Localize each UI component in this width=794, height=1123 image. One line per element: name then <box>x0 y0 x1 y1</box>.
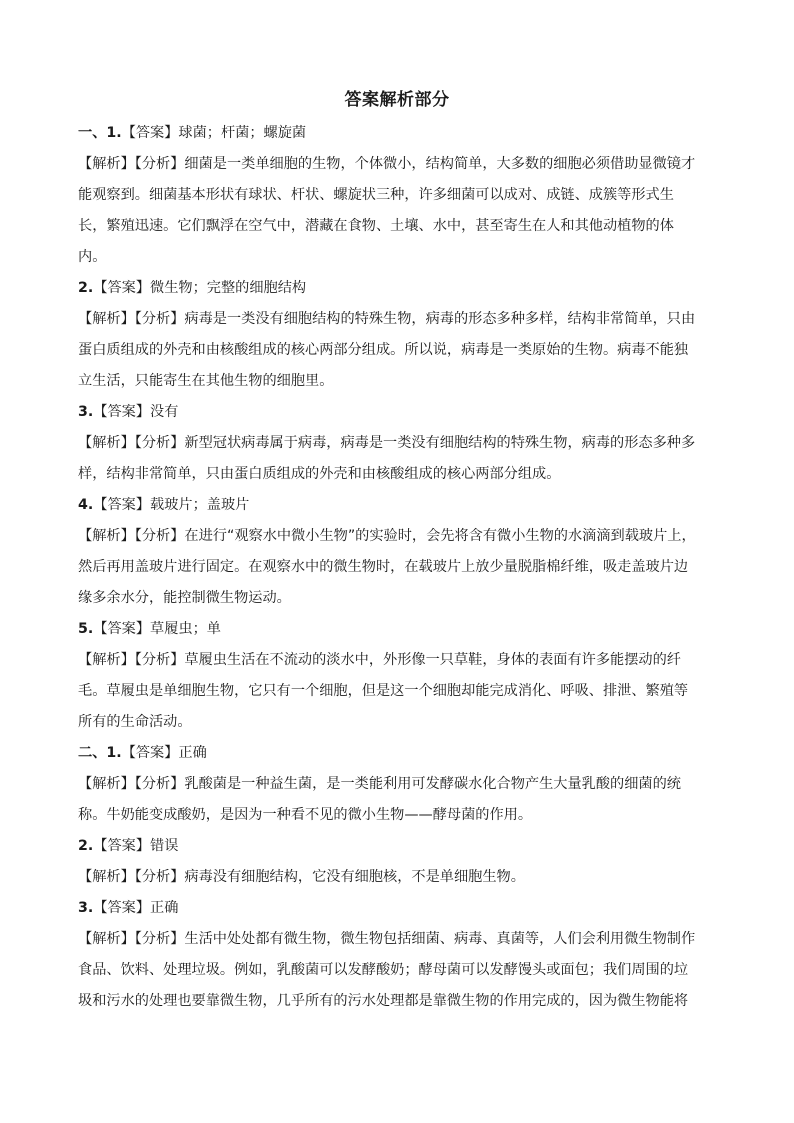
item-number: 2. <box>78 280 94 296</box>
item-number: 4. <box>78 497 94 513</box>
analysis-line <box>78 335 726 366</box>
answer-tag: 【答案】 <box>121 745 179 761</box>
analysis-text: 毛。草履虫是单细胞生物，它只有一个细胞，但是这一个细胞却能完成消化、呼吸、排泄、繁殖等 <box>78 683 689 699</box>
item-number: 一、1. <box>78 125 122 141</box>
analysis-line <box>78 428 726 459</box>
analysis-line <box>78 707 726 738</box>
answer-tag: 【答案】 <box>93 280 151 296</box>
analysis-text: 病毒没有细胞结构，它没有细胞核，不是单细胞生物。 <box>184 869 525 885</box>
analysis-line <box>78 676 726 707</box>
analysis-tag: 【解析】【分析】 <box>78 931 185 947</box>
analysis-text: 样，结构非常简单，只由蛋白质组成的外壳和由核酸组成的核心两部分组成。 <box>78 466 561 482</box>
analysis-tag: 【解析】【分析】 <box>78 311 185 327</box>
item-number: 3. <box>78 900 94 916</box>
analysis-line <box>78 366 726 397</box>
analysis-text: 乳酸菌是一种益生菌，是一类能利用可发酵碳水化合物产生大量乳酸的细菌的统 <box>184 776 681 792</box>
analysis-line <box>78 211 726 242</box>
answer-line <box>78 490 726 521</box>
analysis-text: 缘多余水分，能控制微生物运动。 <box>78 590 291 606</box>
analysis-text: 所有的生命活动。 <box>78 714 192 730</box>
answer-tag: 【答案】 <box>93 838 151 854</box>
item-number: 2. <box>78 838 94 854</box>
answer-tag: 【答案】 <box>93 404 151 420</box>
answer-text: 没有 <box>150 404 179 420</box>
item-number: 5. <box>78 621 94 637</box>
item-number: 3. <box>78 404 94 420</box>
answer-tag: 【答案】 <box>93 900 151 916</box>
analysis-line <box>78 552 726 583</box>
page-title: 答案解析部分 <box>344 90 450 110</box>
analysis-line <box>78 800 726 831</box>
item-number: 二、1. <box>78 745 122 761</box>
analysis-line <box>78 924 726 955</box>
analysis-tag: 【解析】【分析】 <box>78 776 185 792</box>
answer-line <box>78 118 726 149</box>
analysis-line <box>78 862 726 893</box>
answer-line <box>78 893 726 924</box>
analysis-text: 内。 <box>78 249 107 265</box>
answer-text: 错误 <box>150 838 179 854</box>
analysis-line <box>78 149 726 180</box>
analysis-text: 蛋白质组成的外壳和由核酸组成的核心两部分组成。所以说，病毒是一类原始的生物。病毒不能独 <box>78 342 689 358</box>
analysis-text: 长，繁殖迅速。它们飘浮在空气中，潜藏在食物、土壤、水中，甚至寄生在人和其他动植物的体 <box>78 218 674 234</box>
answer-tag: 【答案】 <box>93 621 151 637</box>
analysis-tag: 【解析】【分析】 <box>78 156 185 172</box>
answer-item <box>78 614 726 738</box>
answer-line <box>78 397 726 428</box>
analysis-line <box>78 583 726 614</box>
analysis-text: 食品、饮料、处理垃圾。例如，乳酸菌可以发酵酸奶；酵母菌可以发酵馒头或面包；我们周围的垃 <box>78 962 689 978</box>
answer-item <box>78 490 726 614</box>
answer-line <box>78 614 726 645</box>
answer-text: 球菌；杆菌；螺旋菌 <box>178 125 307 141</box>
analysis-text: 细菌是一类单细胞的生物，个体微小，结构简单，大多数的细胞必须借助显微镜才 <box>184 156 696 172</box>
analysis-text: 立生活，只能寄生在其他生物的细胞里。 <box>78 373 334 389</box>
answer-text: 载玻片；盖玻片 <box>150 497 250 513</box>
answer-content <box>78 118 726 1017</box>
analysis-tag: 【解析】【分析】 <box>78 528 185 544</box>
analysis-line <box>78 769 726 800</box>
analysis-text: 病毒是一类没有细胞结构的特殊生物，病毒的形态多种多样，结构非常简单，只由 <box>184 311 696 327</box>
analysis-line <box>78 459 726 490</box>
answer-item <box>78 273 726 397</box>
answer-text: 微生物；完整的细胞结构 <box>150 280 307 296</box>
analysis-text: 在进行“观察水中微小生物”的实验时，会先将含有微小生物的水滴滴到载玻片上， <box>184 528 696 544</box>
answer-item <box>78 397 726 490</box>
analysis-line <box>78 180 726 211</box>
analysis-tag: 【解析】【分析】 <box>78 869 185 885</box>
answer-item <box>78 893 726 1017</box>
analysis-text: 能观察到。细菌基本形状有球状、杆状、螺旋状三种，许多细菌可以成对、成链、成簇等形式生 <box>78 187 674 203</box>
analysis-line <box>78 304 726 335</box>
analysis-text: 新型冠状病毒属于病毒，病毒是一类没有细胞结构的特殊生物，病毒的形态多种多 <box>184 435 696 451</box>
answer-item <box>78 738 726 831</box>
analysis-text: 称。牛奶能变成酸奶，是因为一种看不见的微小生物——酵母菌的作用。 <box>78 807 533 823</box>
answer-text: 正确 <box>150 900 179 916</box>
answer-item <box>78 831 726 893</box>
answer-line <box>78 831 726 862</box>
answer-line <box>78 273 726 304</box>
analysis-text: 生活中处处都有微生物，微生物包括细菌、病毒、真菌等，人们会利用微生物制作 <box>184 931 696 947</box>
analysis-text: 然后再用盖玻片进行固定。在观察水中的微生物时，在载玻片上放少量脱脂棉纤维，吸走盖玻片边 <box>78 559 689 575</box>
answer-tag: 【答案】 <box>93 497 151 513</box>
answer-text: 正确 <box>178 745 207 761</box>
answer-text: 草履虫；单 <box>150 621 221 637</box>
analysis-tag: 【解析】【分析】 <box>78 435 185 451</box>
analysis-tag: 【解析】【分析】 <box>78 652 185 668</box>
analysis-line <box>78 242 726 273</box>
answer-item <box>78 118 726 273</box>
answer-tag: 【答案】 <box>121 125 179 141</box>
analysis-line <box>78 955 726 986</box>
answer-line <box>78 738 726 769</box>
analysis-line <box>78 521 726 552</box>
analysis-text: 草履虫生活在不流动的淡水中，外形像一只草鞋，身体的表面有许多能摆动的纤 <box>184 652 681 668</box>
analysis-line <box>78 645 726 676</box>
analysis-text: 圾和污水的处理也要靠微生物，几乎所有的污水处理都是靠微生物的作用完成的，因为微生物能将 <box>78 993 689 1009</box>
analysis-line <box>78 986 726 1017</box>
